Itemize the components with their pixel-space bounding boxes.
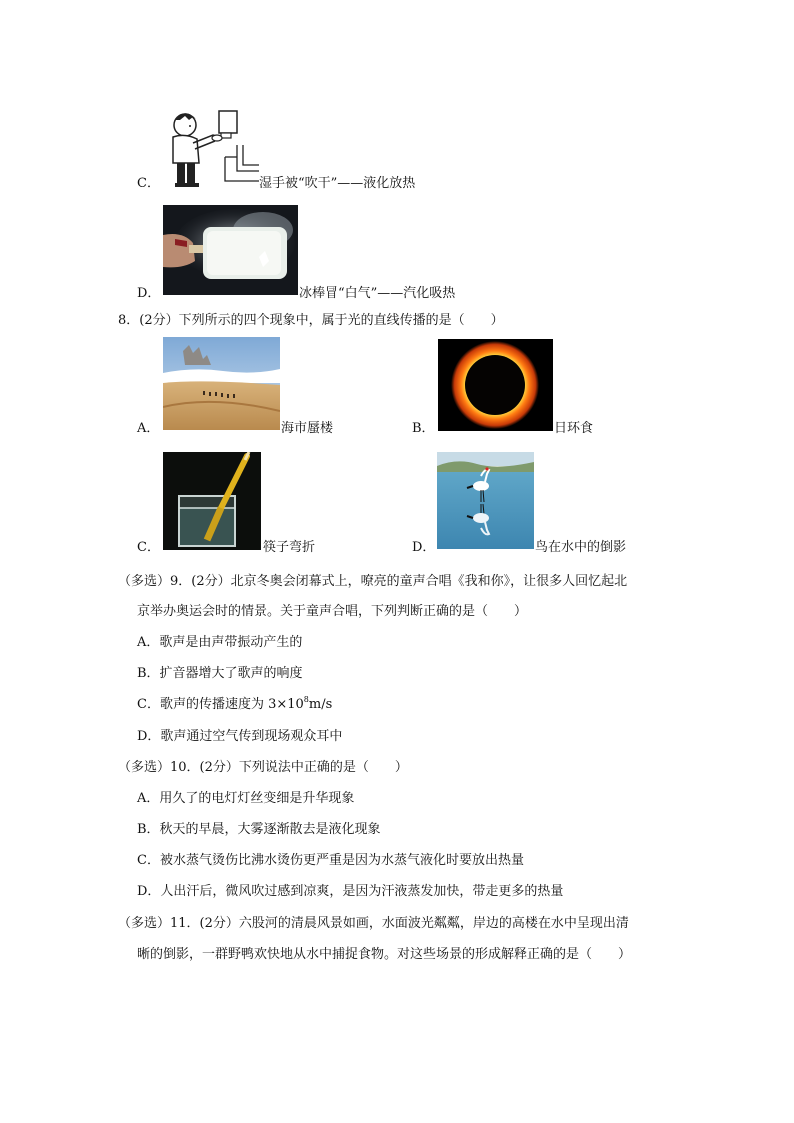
q10-stem: （多选）10．(2分）下列说法中正确的是（ ） bbox=[118, 760, 408, 775]
hand-dryer-illustration bbox=[163, 105, 259, 189]
q9-option-c-unit: m/s bbox=[308, 697, 333, 712]
q8-option-b-caption: 日环食 bbox=[554, 421, 594, 436]
q7-option-c-caption: 湿手被“吹干”——液化放热 bbox=[259, 176, 416, 191]
annular-eclipse-photo bbox=[438, 339, 553, 431]
popsicle-photo bbox=[163, 205, 298, 295]
bent-chopstick-photo bbox=[163, 452, 261, 550]
q9-option-c bbox=[137, 696, 332, 713]
q10-option-d: D．人出汗后，微风吹过感到凉爽，是因为汗液蒸发加快，带走更多的热量 bbox=[137, 884, 564, 899]
q9-option-a: A．歌声是由声带振动产生的 bbox=[137, 635, 303, 650]
q7-option-d-caption: 冰棒冒“白气”——汽化吸热 bbox=[299, 286, 456, 301]
q9-option-c-text: C．歌声的传播速度为 3×10 bbox=[137, 697, 304, 712]
q8-stem: 8．(2分）下列所示的四个现象中，属于光的直线传播的是（ ） bbox=[118, 313, 504, 328]
q8-option-b-label: B． bbox=[412, 421, 435, 436]
q10-option-a: A．用久了的电灯灯丝变细是升华现象 bbox=[137, 791, 355, 806]
q8-option-d-label: D． bbox=[412, 540, 436, 555]
q9-stem-line1: （多选）9．(2分）北京冬奥会闭幕式上，嘹亮的童声合唱《我和你》，让很多人回忆起北 bbox=[118, 574, 628, 589]
q10-option-c: C．被水蒸气烫伤比沸水烫伤更严重是因为水蒸气液化时要放出热量 bbox=[137, 853, 524, 868]
bird-reflection-photo bbox=[437, 452, 534, 549]
q11-stem-line1: （多选）11．(2分）六股河的清晨风景如画，水面波光粼粼，岸边的高楼在水中呈现出清 bbox=[118, 916, 629, 931]
q8-option-a-label: A． bbox=[137, 421, 160, 436]
q11-stem-line2: 晰的倒影，一群野鸭欢快地从水中捕捉食物。对这些场景的形成解释正确的是（ ） bbox=[137, 947, 632, 962]
q8-option-d-caption: 鸟在水中的倒影 bbox=[535, 540, 627, 555]
q9-option-b: B．扩音器增大了歌声的响度 bbox=[137, 666, 303, 681]
q10-option-b: B．秋天的早晨，大雾逐渐散去是液化现象 bbox=[137, 822, 381, 837]
q8-option-c-label: C． bbox=[137, 540, 160, 555]
q9-option-c-exponent: 8 bbox=[303, 695, 309, 704]
mirage-photo bbox=[163, 337, 280, 430]
q7-option-d-label: D． bbox=[137, 286, 161, 301]
q7-option-c-label: C． bbox=[137, 176, 160, 191]
q8-option-a-caption: 海市蜃楼 bbox=[281, 421, 334, 436]
q9-stem-line2: 京举办奥运会时的情景。关于童声合唱，下列判断正确的是（ ） bbox=[137, 604, 528, 619]
q8-option-c-caption: 筷子弯折 bbox=[263, 540, 316, 555]
q9-option-d: D．歌声通过空气传到现场观众耳中 bbox=[137, 729, 343, 744]
